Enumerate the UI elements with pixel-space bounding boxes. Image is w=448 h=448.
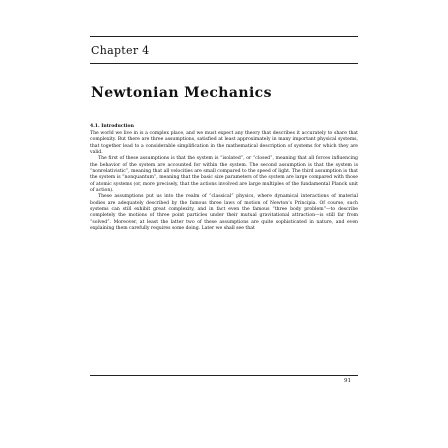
paragraph-2: The first of these assumptions is that the system is “isolated”, or “closed”, meaning that all forces influencing the behavior of the system are accounted for within the system. The second assumption is that the system is “nonrelativistic”, meaning that all velocities are small compared to the speed of light. The third assumption is that the system is “nonquantum”, meaning that the basic size parameters of the system are large compared with those of atomic systems (or, more precisely, that the actions involved are large multiples of the fundamental Planck unit of action).	[90, 156, 358, 193]
footer-rule	[90, 375, 358, 376]
chapter-rule	[90, 63, 358, 64]
section-heading: 4.1. Introduction	[90, 124, 134, 129]
chapter-title: Newtonian Mechanics	[91, 85, 272, 101]
top-rule	[90, 36, 358, 37]
paragraph-1: The world we live in is a complex place, and we must expect any theory that describes it accurately to share that complexity. But there are three assumptions, satisfied at least approximately in many important physical systems, that together lead to a considerable simplification in the mathematical description of systems for which they are valid.	[90, 130, 358, 155]
chapter-label: Chapter 4	[91, 44, 150, 57]
body-text	[90, 124, 358, 232]
page-number: 91	[344, 378, 351, 384]
paragraph-3: These assumptions put us into the realm of “classical” physics, where dynamical interactions of material bodies are adequately described by the famous three laws of motion of Newton’s Principia. Of course, such systems can still exhibit great complexity, and in fact even the famous “three body problem”—to describe completely the motions of three point particles under their mutual gravitational attraction—is still far from “solved”. Moreover, at least the latter two of these assumptions are quite sophisticated in nature, and even explaining them carefully requires some doing. Later we shall see that	[90, 194, 358, 231]
